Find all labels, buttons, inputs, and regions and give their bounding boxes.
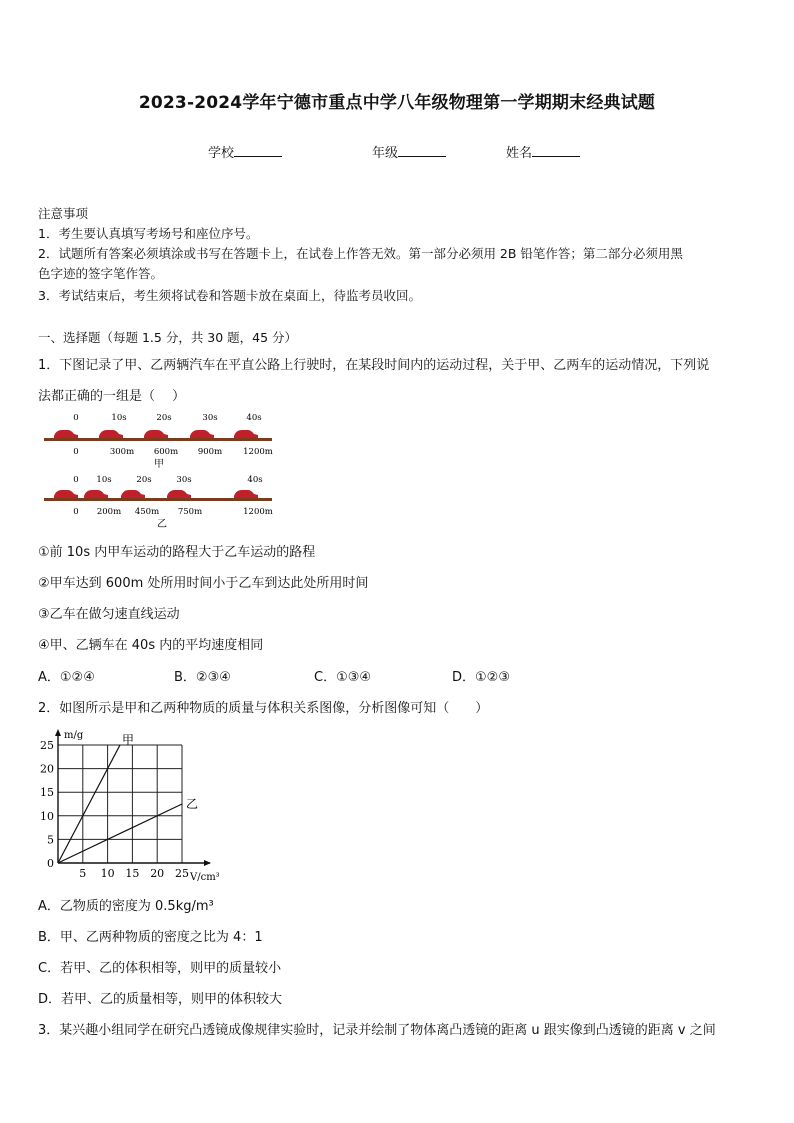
car-a-label: 甲: [154, 459, 164, 470]
q1-statement: ④甲、乙辆车在 40s 内的平均速度相同: [38, 638, 264, 653]
name-label: 姓名: [506, 146, 533, 161]
y-tick-label: 0: [47, 857, 54, 870]
car-a-distance: 600m: [153, 447, 179, 457]
road-a: [44, 438, 272, 441]
school-field: [208, 142, 282, 161]
notice-heading: 注意事项: [38, 206, 89, 221]
q2-option-b: B．甲、乙两种物质的密度之比为 4：1: [38, 930, 263, 945]
notice-item: 1．考生要认真填写考场号和座位序号。: [38, 226, 259, 241]
q2-option-c: C．若甲、乙的体积相等，则甲的质量较小: [38, 961, 282, 976]
school-blank: [234, 144, 282, 157]
notice-item: 2．试题所有答案必须填涂或书写在答题卡上，在试卷上作答无效。第一部分必须用 2B 铅笔作答；第二部分必须用黑: [38, 246, 683, 261]
car-b-time: 10s: [96, 475, 112, 485]
car-icon: [99, 430, 123, 438]
x-tick-label: 20: [150, 867, 165, 880]
notice-item: 3．考试结束后，考生须将试卷和答题卡放在桌面上，待监考员收回。: [38, 288, 421, 303]
notice-item: 色字迹的签字笔作答。: [38, 266, 164, 281]
series-line: [58, 804, 182, 863]
grade-label: 年级: [372, 146, 399, 161]
x-axis-arrow-icon: [204, 860, 211, 866]
y-tick-label: 15: [40, 786, 54, 800]
car-icon: [84, 490, 108, 498]
mass-volume-chart: [34, 726, 234, 884]
q1-option-b: B．②③④: [174, 670, 231, 685]
q1-stem: 法都正确的一组是（ ）: [38, 389, 186, 404]
y-axis-arrow-icon: [55, 729, 61, 736]
car-a-icons: [54, 430, 258, 438]
q3-stem: 3．某兴趣小组同学在研究凸透镜成像规律实验时，记录并绘制了物体离凸透镜的距离 u 跟实像到凸透镜的距离 v 之间: [38, 1023, 716, 1038]
y-tick-label: 10: [40, 809, 54, 823]
car-icon: [234, 430, 258, 438]
car-icon: [121, 490, 145, 498]
x-tick-label: 25: [175, 867, 189, 880]
q1-statement: ①前 10s 内甲车运动的路程大于乙车运动的路程: [38, 545, 316, 560]
car-icon: [167, 490, 191, 498]
road-b: [44, 498, 272, 501]
y-tick-label: 25: [40, 739, 54, 752]
q1-statement: ②甲车达到 600m 处所用时间小于乙车到达此处所用时间: [38, 576, 369, 591]
grade-blank: [398, 144, 446, 157]
car-icon: [54, 490, 78, 498]
car-icon: [54, 430, 78, 438]
car-a-time: 0: [73, 413, 79, 423]
car-b-distance: 450m: [134, 507, 160, 517]
car-b-time: 20s: [136, 475, 152, 485]
y-tick-label: 5: [47, 833, 54, 847]
car-b-distance: 200m: [96, 507, 122, 517]
q1-statement: ③乙车在做匀速直线运动: [38, 607, 180, 622]
school-label: 学校: [208, 146, 235, 161]
car-icon: [190, 430, 214, 438]
section-heading: 一、选择题（每题 1.5 分，共 30 题，45 分）: [38, 330, 298, 345]
chart-grid: [58, 745, 182, 863]
name-blank: [532, 144, 580, 157]
car-b-distance: 1200m: [243, 507, 273, 517]
q1-option-a: A．①②④: [38, 670, 95, 685]
car-a-time: 10s: [111, 413, 127, 423]
series-label: 甲: [122, 733, 135, 747]
q1-stem: 1．下图记录了甲、乙两辆汽车在平直公路上行驶时，在某段时间内的运动过程，关于甲、乙两车的运动情况，下列说: [38, 358, 710, 373]
q2-stem: 2．如图所示是甲和乙两种物质的质量与体积关系图像，分析图像可知（ ）: [38, 701, 489, 716]
series-label: 乙: [186, 797, 199, 811]
car-icon: [234, 490, 258, 498]
car-a-distance: 300m: [109, 447, 135, 457]
q1-option-d: D．①②③: [452, 670, 510, 685]
q2-option-d: D．若甲、乙的质量相等，则甲的体积较大: [38, 992, 283, 1007]
y-tick-label: 20: [40, 762, 54, 776]
car-a-distance: 1200m: [243, 447, 273, 457]
grade-field: [372, 142, 446, 161]
page-title: 2023-2024学年宁德市重点中学八年级物理第一学期期末经典试题: [138, 93, 656, 113]
q1-option-c: C．①③④: [314, 670, 372, 685]
car-a-distance: 0: [73, 447, 79, 457]
x-tick-label: 10: [100, 867, 115, 880]
car-a-time: 20s: [156, 413, 172, 423]
car-a-time: 40s: [246, 413, 262, 423]
car-b-distance: 750m: [177, 507, 203, 517]
y-axis-label: m/g: [64, 730, 84, 741]
x-axis-label: V/cm³: [190, 872, 220, 883]
x-tick-label: 15: [125, 867, 140, 880]
car-b-time: 0: [73, 475, 79, 485]
car-b-time: 40s: [247, 475, 263, 485]
x-tick-label: 5: [79, 867, 87, 880]
series-line: [58, 745, 120, 863]
car-a-time: 30s: [202, 413, 218, 423]
car-b-label: 乙: [157, 519, 167, 530]
car-b-time: 30s: [176, 475, 192, 485]
q2-option-a: A．乙物质的密度为 0.5kg/m³: [38, 899, 214, 914]
car-b-icons: [54, 490, 258, 498]
car-motion-figure: [44, 408, 280, 532]
car-b-distance: 0: [73, 507, 79, 517]
car-icon: [144, 430, 168, 438]
car-a-distance: 900m: [197, 447, 223, 457]
name-field: [506, 142, 580, 161]
